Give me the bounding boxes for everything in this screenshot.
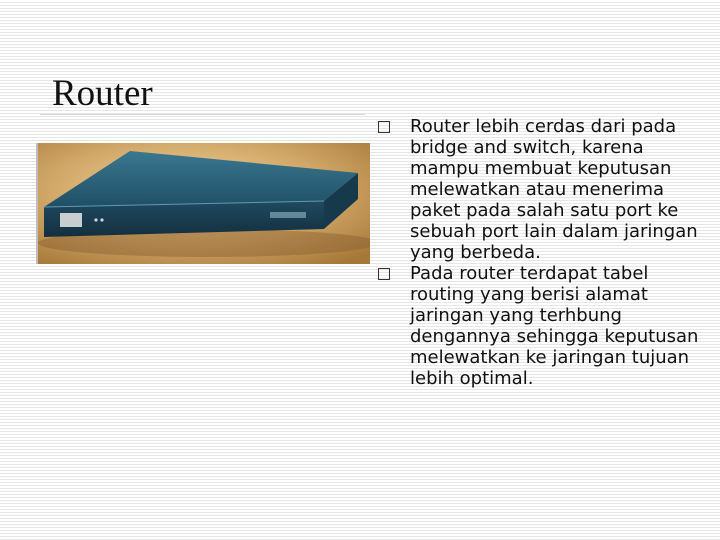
square-bullet-icon <box>378 121 390 133</box>
bullet-item <box>376 263 706 389</box>
title-divider <box>40 114 365 115</box>
bullet-item <box>376 116 706 263</box>
square-bullet-icon <box>378 268 390 280</box>
router-front-label <box>60 213 82 227</box>
slide-title: Router <box>52 73 153 114</box>
bullet-list <box>376 116 706 389</box>
router-model-badge <box>270 212 306 218</box>
bullet-text: Router lebih cerdas dari pada bridge and switch, karena mampu membuat keputusan melewatkan atau menerima paket pada salah satu port ke sebuah port lain dalam jaringan yang berbeda. <box>410 116 698 263</box>
bullet-text: Pada router terdapat tabel routing yang berisi alamat jaringan yang terhbung dengannya sehingga keputusan melewatkan ke jaringan tujuan lebih optimal. <box>410 263 699 389</box>
router-photo <box>36 143 370 264</box>
